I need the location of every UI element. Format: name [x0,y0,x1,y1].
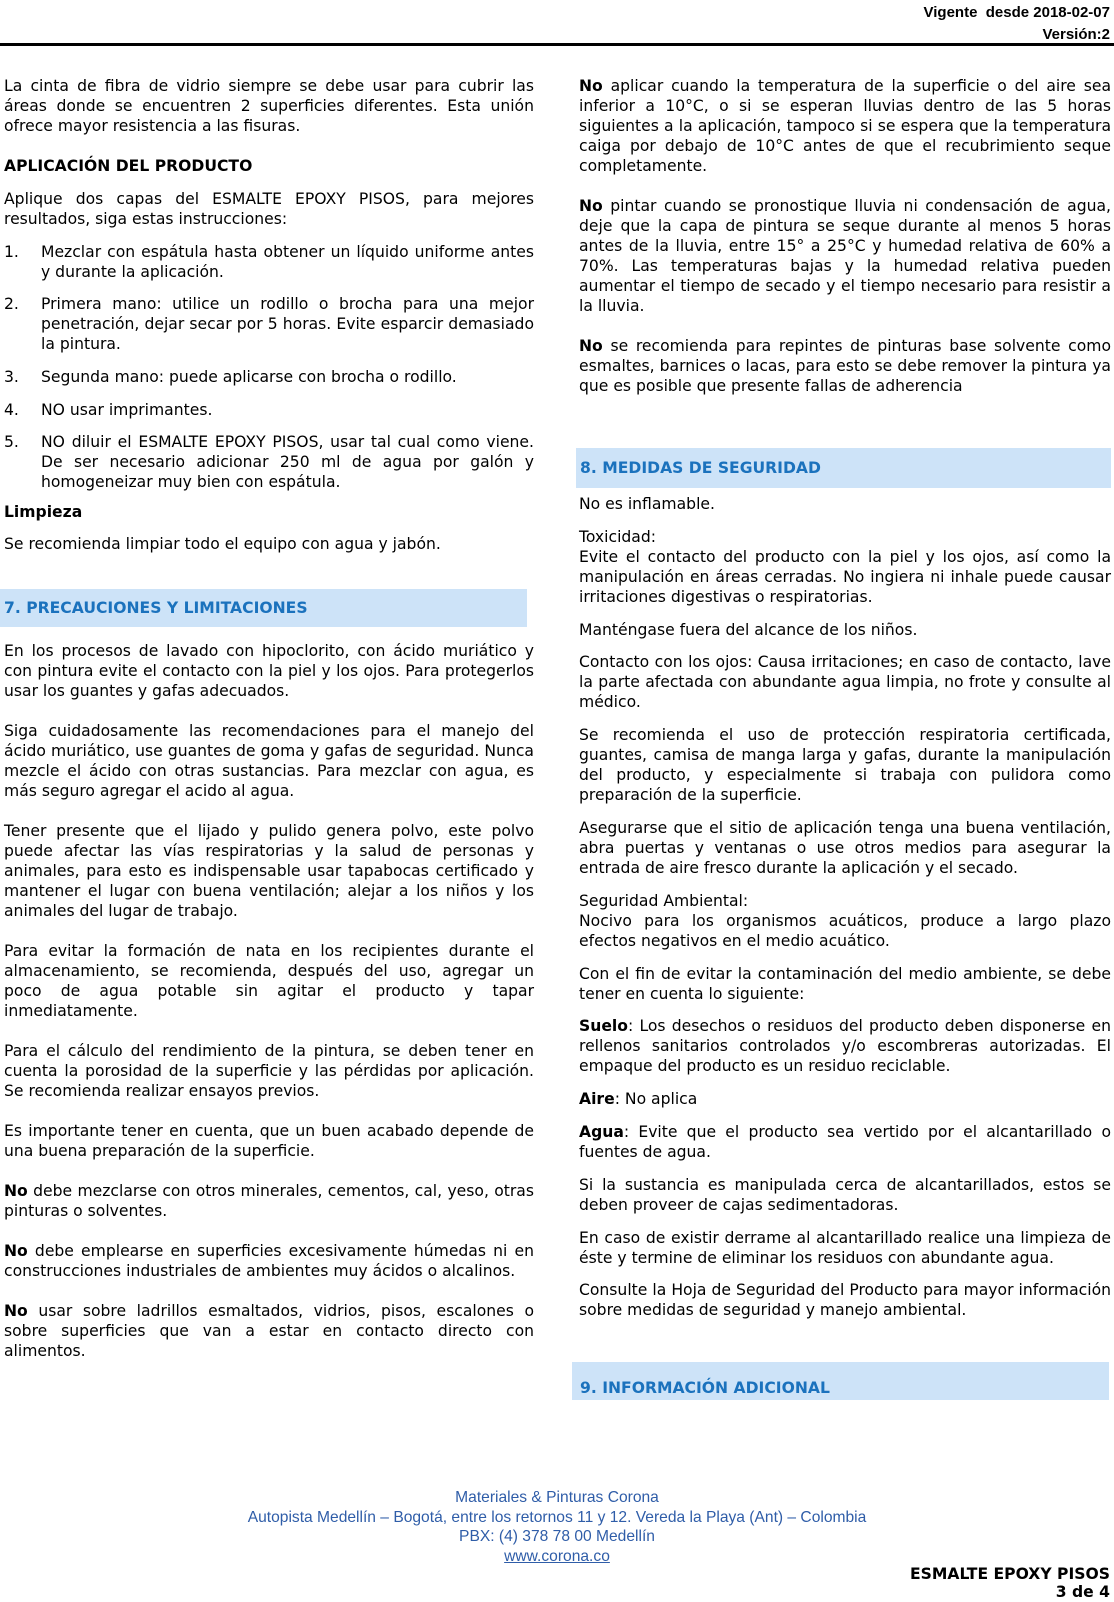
section-7-header [0,589,527,627]
company-footer [0,1488,1114,1566]
left-column [4,76,534,1381]
list-item: 1. Mezclar con espátula hasta obtener un líquido uniforme antes y durante la aplicación. [4,242,534,281]
precaucion-paragraph-3: Tener presente que el lijado y pulido genera polvo, este polvo puede afectar las vías respiratorias y la salud de personas y animales, para esto es indispensable usar tapabocas certificado y mantener el lugar con buena ventilación; alejar a los niños y los animales del lugar de trabajo. [4,822,534,921]
precaucion-paragraph-2: Siga cuidadosamente las recomendaciones para el manejo del ácido muriático, use guantes de goma y gafas de seguridad. Nunca mezcle el ácido con otras sustancias. Para mezclar con agua, es más seguro agregar el acido al agua. [4,722,534,801]
page-number: 3 de 4 [1055,1583,1110,1601]
toxicidad-paragraph: Toxicidad: Evite el contacto del producto con la piel y los ojos, así como la manipulación en áreas cerradas. No ingiera ni inhale puede causar irritaciones digestivas o respiratorias. [579,527,1111,606]
suelo-paragraph: Suelo: Los desechos o residuos del producto deben disponerse en rellenos sanitarios controlados y/o escombreras autorizadas. El empaque del producto es un residuo reciclable. [579,1017,1111,1076]
safety-paragraph-5: Se recomienda el uso de protección respiratoria certificada, guantes, camisa de manga larga y gafas, durante la manipulación del producto, y especialmente si trabaja con pulidora como preparación de la superficie. [579,726,1111,805]
aire-paragraph: Aire: No aplica [579,1090,698,1109]
intro-paragraph: La cinta de fibra de vidrio siempre se debe usar para cubrir las áreas donde se encuentren 2 superficies diferentes. Esta unión ofrece mayor resistencia a las fisuras. [4,77,534,135]
list-item: 2. Primera mano: utilice un rodillo o brocha para una mejor penetración, dejar secar por 5 horas. Evite esparcir demasiado la pintura. [4,295,534,354]
footer-address: Autopista Medellín – Bogotá, entre los retornos 11 y 12. Vereda la Playa (Ant) – Colombia [247,1508,867,1526]
precaucion-paragraph-6: Es importante tener en cuenta, que un buen acabado depende de una buena preparación de la superficie. [4,1122,534,1161]
precaucion-paragraph-9: No usar sobre ladrillos esmaltados, vidrios, pisos, escalones o sobre superficies que van a estar en contacto directo con alimentos. [4,1302,534,1361]
footer-company: Materiales & Pinturas Corona [455,1489,659,1506]
precaucion-paragraph-1: En los procesos de lavado con hipoclorito, con ácido muriático y con pintura evite el contacto con la piel y los ojos. Para protegerlos usar los guantes y gafas adecuados. [4,642,534,701]
agua-paragraph: Agua: Evite que el producto sea vertido por el alcantarillado o fuentes de agua. [579,1122,1111,1161]
precaucion-paragraph-4: Para evitar la formación de nata en los recipientes durante el almacenamiento, se recomienda, después del uso, agregar un poco de agua potable sin agitar el producto y tapar inmediatamente. [4,942,534,1021]
section-8-title: 8. MEDIDAS DE SEGURIDAD [580,459,821,477]
ambiental-paragraph: Seguridad Ambiental: Nocivo para los organismos acuáticos, produce a largo plazo efectos negativos en el medio acuático. [579,891,1111,950]
precaucion-paragraph-7: No debe mezclarse con otros minerales, cementos, cal, yeso, otras pinturas o solventes. [4,1182,534,1221]
section-7-title: 7. PRECAUCIONES Y LIMITACIONES [4,599,308,618]
safety-paragraph-14: Consulte la Hoja de Seguridad del Producto para mayor información sobre medidas de seguridad y manejo ambiental. [579,1281,1111,1320]
precaucion-paragraph-8: No debe emplearse en superficies excesivamente húmedas ni en construcciones industriales de ambientes muy ácidos o alcalinos. [4,1242,534,1281]
footer-website-link[interactable]: www.corona.co [504,1547,610,1565]
safety-paragraph-1: No es inflamable. [579,495,715,513]
limitacion-paragraph-3: No se recomienda para repintes de pinturas base solvente como esmaltes, barnices o lacas, para esto se debe remover la pintura ya que es posible que presente fallas de adherencia [579,337,1111,395]
right-column [579,76,1111,1400]
application-steps [4,242,534,492]
limpieza-text: Se recomienda limpiar todo el equipo con agua y jabón. [4,535,441,554]
header-divider [0,43,1114,46]
footer-phone: PBX: (4) 378 78 00 Medellín [459,1528,655,1545]
section-8-header [576,448,1111,488]
safety-paragraph-6: Asegurarse que el sitio de aplicación tenga una buena ventilación, abra puertas y ventanas o use otros medios para asegurar la entrada de aire fresco durante la aplicación y el secado. [579,818,1111,877]
list-item: 4. NO usar imprimantes. [4,400,213,419]
safety-paragraph-12: Si la sustancia es manipulada cerca de alcantarillados, estos se deben proveer de cajas sedimentadoras. [579,1175,1111,1214]
list-item: 5. NO diluir el ESMALTE EPOXY PISOS, usar tal cual como viene. De ser necesario adicionar 250 ml de agua por galón y homogeneizar muy bien con espátula. [4,433,534,492]
safety-paragraph-8: Con el fin de evitar la contaminación del medio ambiente, se debe tener en cuenta lo siguiente: [579,964,1111,1003]
version-label: Versión:2 [1042,26,1110,43]
document-header [924,2,1111,46]
limitacion-paragraph-1: No aplicar cuando la temperatura de la superficie o del aire sea inferior a 10°C, o si se esperan lluvias dentro de las 5 horas siguientes a la aplicación, tampoco si se espera que la temperatura caiga por debajo de 10°C antes de que el recubrimiento seque completamente. [579,77,1111,175]
precaucion-paragraph-5: Para el cálculo del rendimiento de la pintura, se deben tener en cuenta la porosidad de la superficie y las pérdidas por aplicación. Se recomienda realizar ensayos previos. [4,1042,534,1101]
product-label [910,1565,1110,1601]
section-9-title: 9. INFORMACIÓN ADICIONAL [580,1379,830,1398]
safety-paragraph-13: En caso de existir derrame al alcantarillado realice una limpieza de éste y termine de eliminar los residuos con abundante agua. [579,1228,1111,1267]
list-item: 3. Segunda mano: puede aplicarse con brocha o rodillo. [4,367,457,386]
limpieza-heading: Limpieza [4,503,83,522]
limitacion-paragraph-2: No pintar cuando se pronostique lluvia ni condensación de agua, deje que la capa de pintura se seque durante al menos 5 horas antes de la lluvia, entre 15° a 25°C y humedad relativa de 60% a 70%. Las temperaturas bajas y la humedad relativa pueden aumentar el tiempo de secado y el tiempo necesario para resistir a la lluvia. [579,197,1111,315]
aplicacion-intro: Aplique dos capas del ESMALTE EPOXY PISOS, para mejores resultados, siga estas instrucciones: [4,190,534,228]
vigente-date: Vigente desde 2018-02-07 [923,4,1110,21]
safety-paragraph-3: Manténgase fuera del alcance de los niños. [579,620,918,639]
section-9-header [572,1362,1109,1400]
product-name: ESMALTE EPOXY PISOS [909,1565,1110,1583]
aplicacion-heading: APLICACIÓN DEL PRODUCTO [4,157,253,175]
safety-paragraph-4: Contacto con los ojos: Causa irritaciones; en caso de contacto, lave la parte afectada con abundante agua limpia, no frote y consulte al médico. [579,653,1111,712]
